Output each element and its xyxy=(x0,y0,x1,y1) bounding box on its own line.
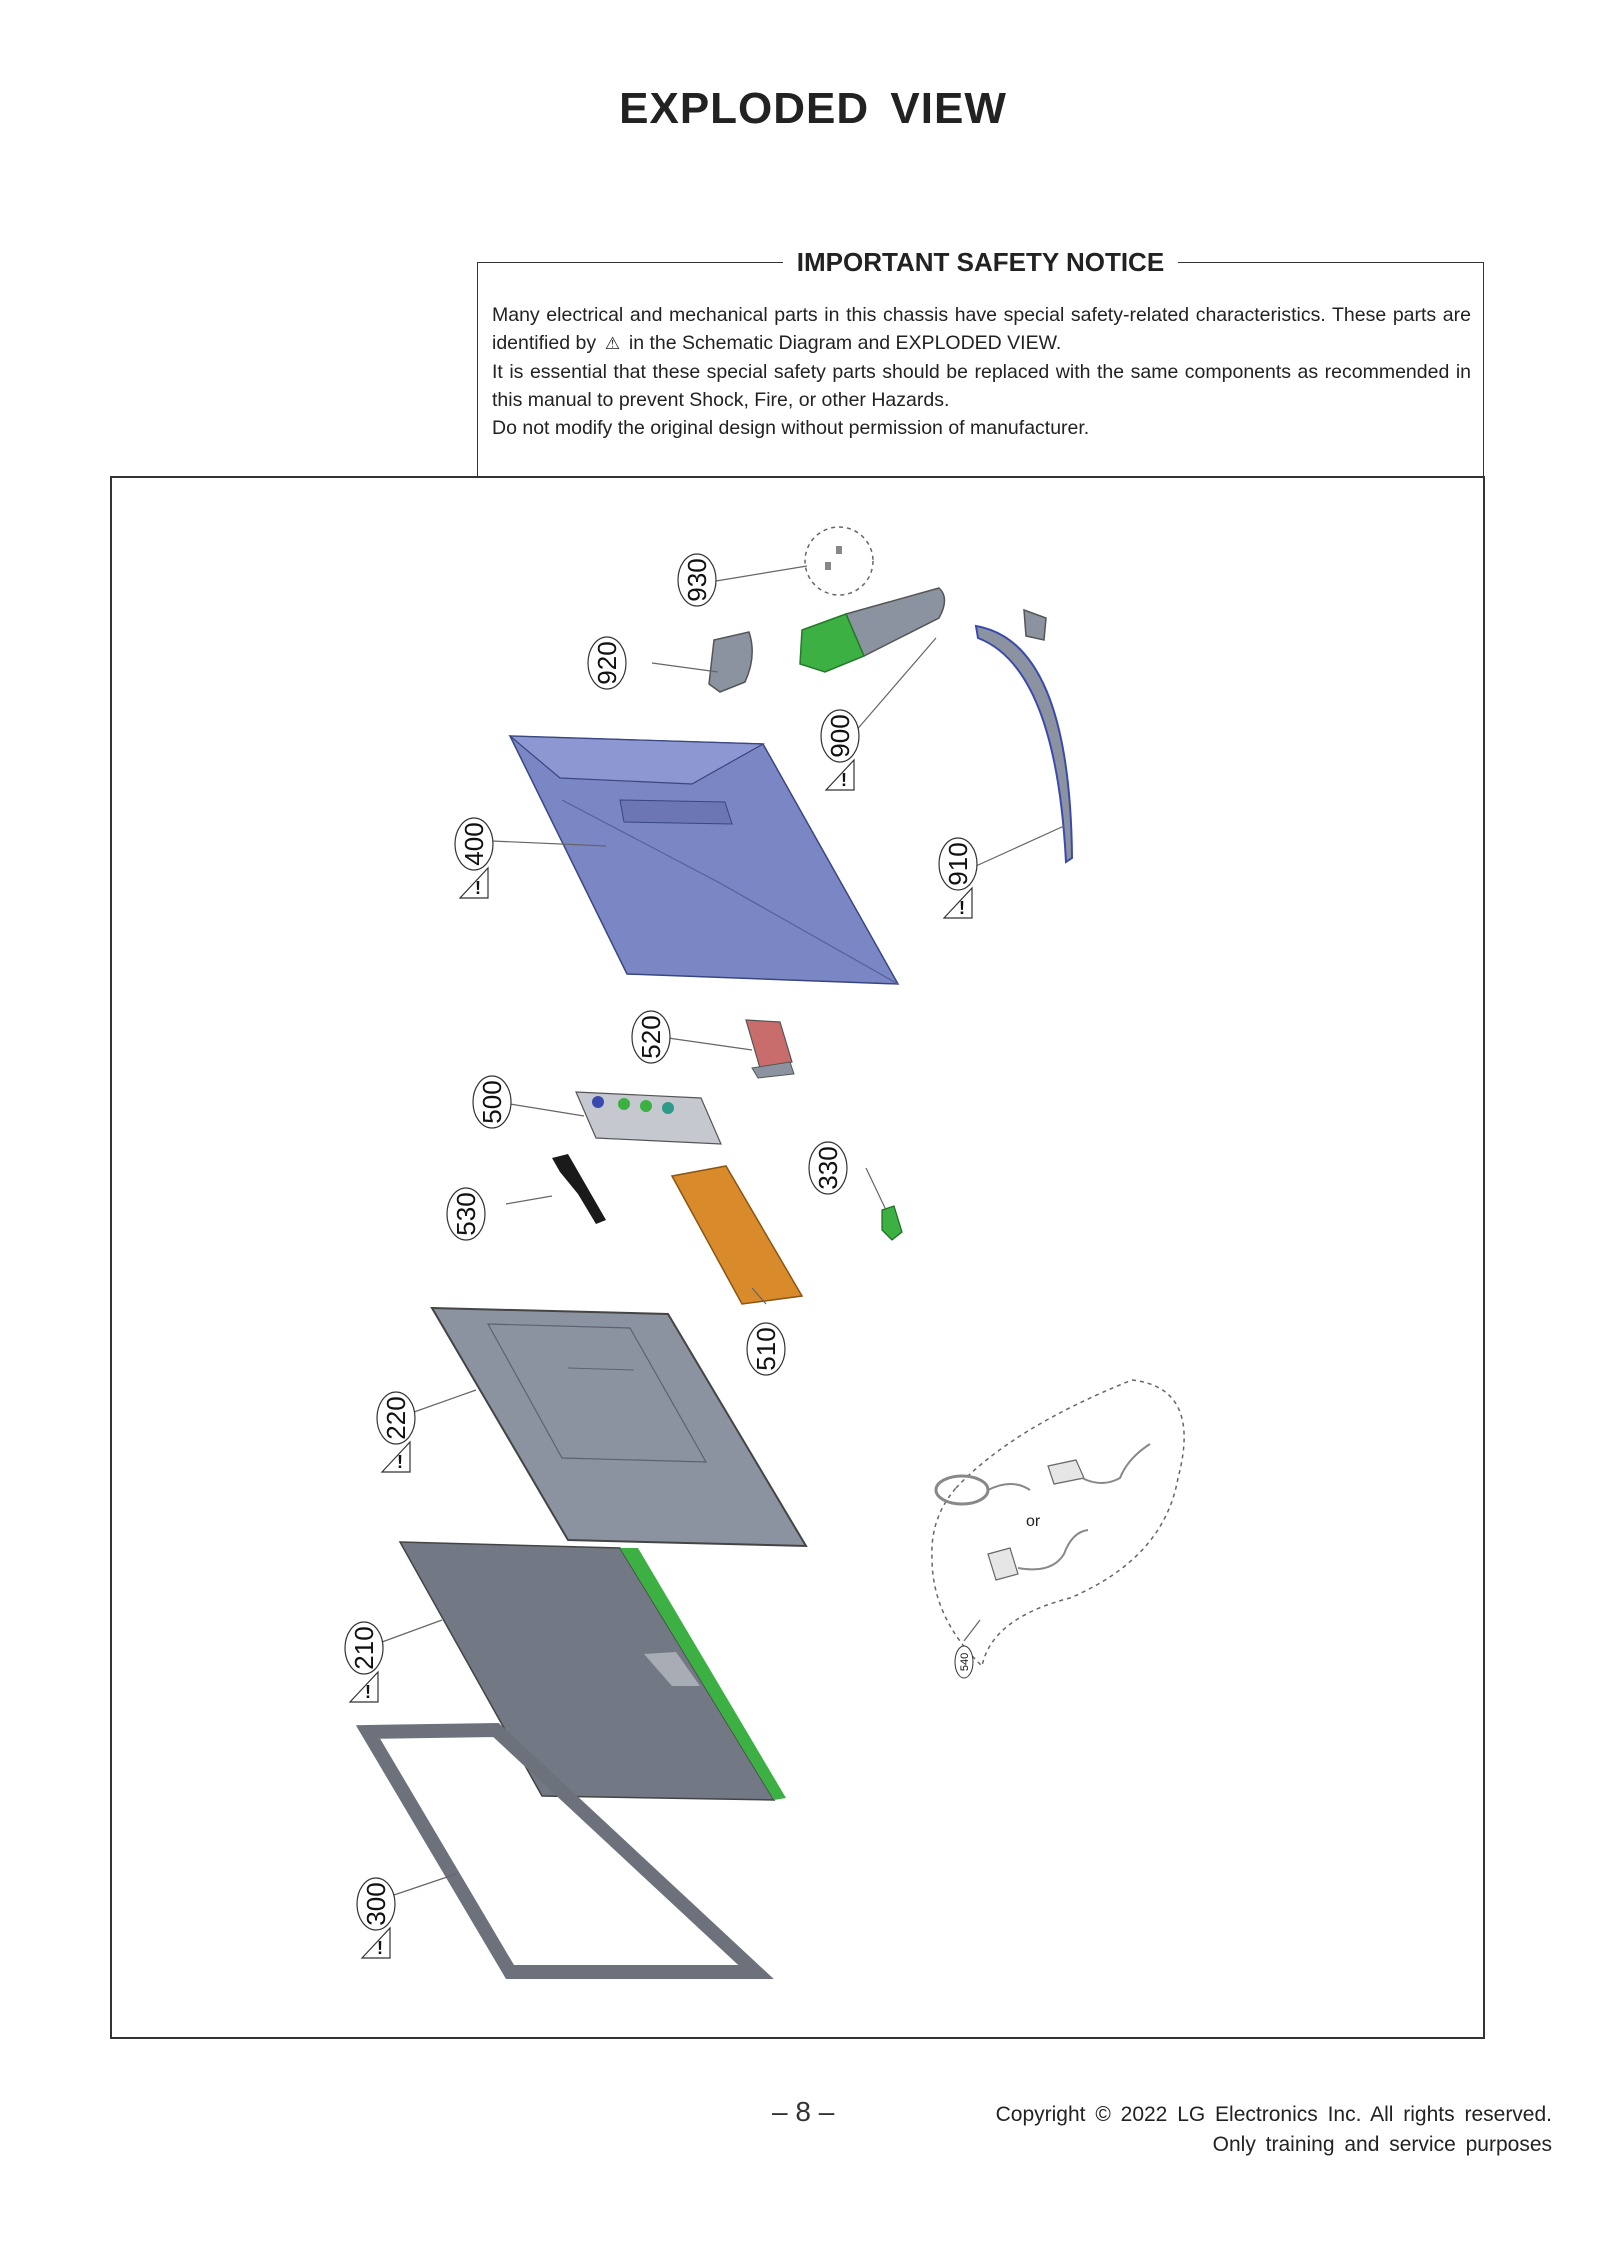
callout-300 xyxy=(357,1878,395,1930)
svg-text:930: 930 xyxy=(682,558,712,602)
callout-930 xyxy=(678,554,716,606)
page-title: EXPLODED VIEW xyxy=(619,84,1007,133)
svg-text:330: 330 xyxy=(813,1146,843,1190)
callout-900 xyxy=(821,710,859,762)
warning-triangle-icon xyxy=(944,888,972,918)
callout-530 xyxy=(447,1188,485,1240)
svg-text:510: 510 xyxy=(751,1327,781,1371)
warning-triangle-icon xyxy=(362,1928,390,1958)
lcd-panel-part xyxy=(400,1542,786,1800)
svg-text:400: 400 xyxy=(459,822,489,866)
callout-910 xyxy=(939,838,977,890)
callout-400 xyxy=(455,818,493,870)
svg-text:300: 300 xyxy=(361,1882,391,1926)
safety-notice-paragraph-2: It is essential that these special safety parts should be replaced with the same components as recommended in this manual to prevent Shock, Fire, or other Hazards. xyxy=(492,361,1471,411)
svg-text:!: ! xyxy=(397,1452,403,1472)
copyright-line: Copyright © 2022 LG Electronics Inc. All rights reserved. xyxy=(995,2103,1552,2126)
callout-510 xyxy=(747,1323,785,1375)
callout-210 xyxy=(345,1622,383,1674)
stand-cap-part xyxy=(709,632,752,692)
svg-text:!: ! xyxy=(365,1682,371,1702)
adapter-group xyxy=(932,1380,1184,1666)
warning-triangle-icon: ⚠ xyxy=(604,334,621,353)
adapter-or-label: or xyxy=(1026,1513,1041,1530)
stand-neck-part xyxy=(800,588,945,672)
svg-text:900: 900 xyxy=(825,714,855,758)
warning-triangle-icon xyxy=(826,760,854,790)
usage-line: Only training and service purposes xyxy=(1212,2133,1552,2156)
safety-notice-body xyxy=(492,301,1471,442)
speaker-part xyxy=(746,1020,794,1078)
svg-text:530: 530 xyxy=(451,1192,481,1236)
warning-triangle-icon xyxy=(350,1672,378,1702)
ir-board-part xyxy=(882,1206,902,1240)
callout-540 xyxy=(955,1646,973,1678)
safety-notice-box xyxy=(477,247,1484,477)
cable-bracket-part xyxy=(552,1154,606,1224)
callout-520 xyxy=(632,1011,670,1063)
svg-text:!: ! xyxy=(475,878,481,898)
screw-bag-part xyxy=(805,527,873,595)
svg-text:210: 210 xyxy=(349,1626,379,1670)
svg-text:!: ! xyxy=(377,1938,383,1958)
svg-text:540: 540 xyxy=(959,1652,971,1672)
back-cover-part xyxy=(510,736,898,984)
board-bracket-part xyxy=(672,1166,802,1304)
stand-arm-part xyxy=(976,610,1072,862)
safety-notice-paragraph-1: Many electrical and mechanical parts in this chassis have special safety-related characteristics. These parts are identified by ⚠ in the Schematic Diagram and EXPLODED VIEW. xyxy=(492,301,1471,358)
safety-notice-paragraph-3: Do not modify the original design without permission of manufacturer. xyxy=(492,417,1090,439)
callout-500 xyxy=(473,1076,511,1128)
exploded-view-frame xyxy=(110,476,1485,2039)
svg-text:520: 520 xyxy=(636,1015,666,1059)
safety-notice-heading: IMPORTANT SAFETY NOTICE xyxy=(783,247,1178,277)
exploded-view-diagram xyxy=(112,478,1483,2037)
warning-triangle-icon xyxy=(460,868,488,898)
callout-330 xyxy=(809,1142,847,1194)
main-board-part xyxy=(576,1092,721,1144)
page-number: – 8 – xyxy=(772,2096,835,2127)
svg-text:!: ! xyxy=(841,770,847,790)
svg-text:!: ! xyxy=(959,898,965,918)
svg-text:500: 500 xyxy=(477,1080,507,1124)
svg-text:910: 910 xyxy=(943,842,973,886)
callout-920 xyxy=(588,637,626,689)
callout-220 xyxy=(377,1392,415,1444)
svg-text:220: 220 xyxy=(381,1396,411,1440)
warning-triangle-icon xyxy=(382,1442,410,1472)
svg-text:920: 920 xyxy=(592,641,622,685)
copyright-footer xyxy=(996,2100,1552,2160)
